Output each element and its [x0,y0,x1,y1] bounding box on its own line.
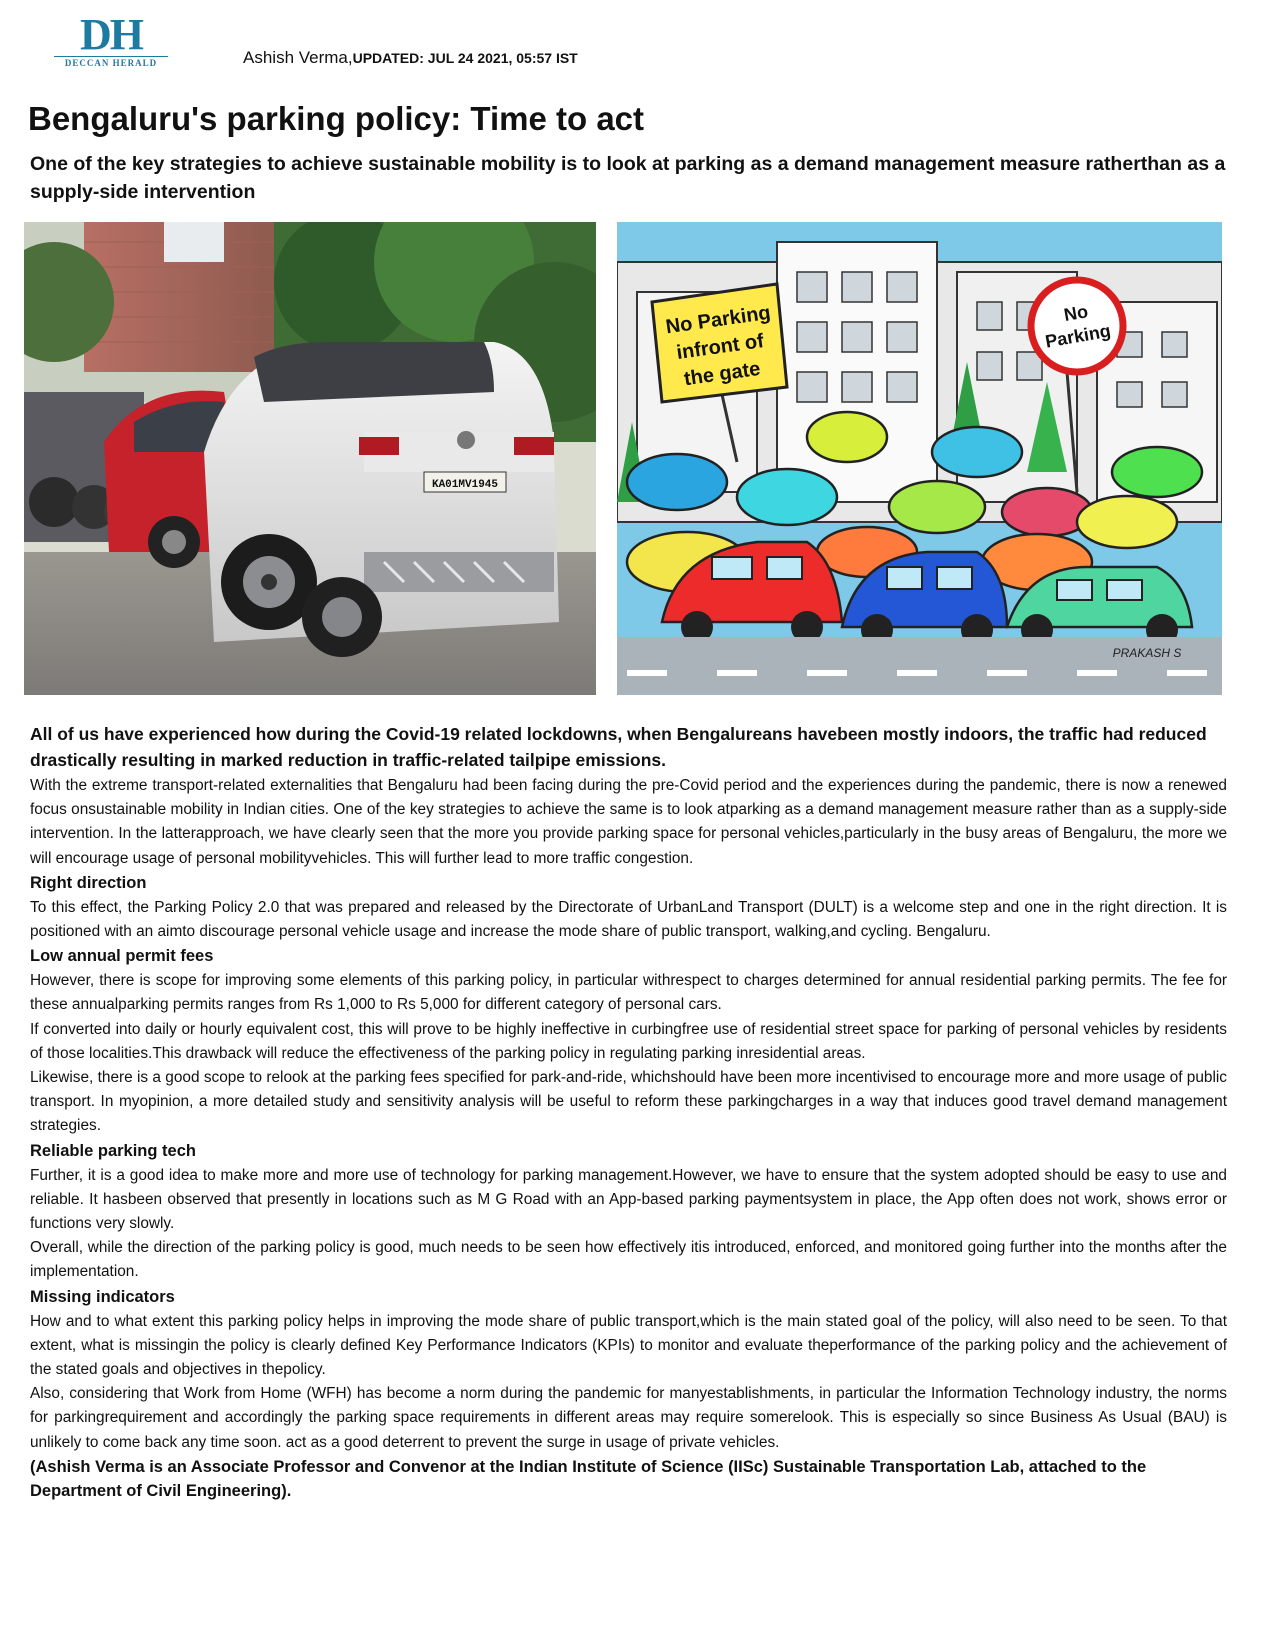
article-body [30,721,1227,1504]
license-plate: KA01MV1945 [431,479,499,491]
paragraph: Further, it is a good idea to make more and more use of technology for parking management.However, we have to ensure that the system adopted should be easy to use and reliable. It hasbeen observed that presently in locations such as M G Road with an App-based parking paymentsystem in place, the App often does not work, shows error or functions very slowly. [30,1166,1227,1233]
section-heading-missing-indicators: Missing indicators [30,1287,175,1306]
intro-paragraph: With the extreme transport-related externalities that Bengaluru had been facing during the pre-Covid period and the experiences during the pandemic, there is now a renewed focus onsustainable mobility in Indian cities. One of the key strategies to achieve the same is to look atparking as a demand management measure rather than as a supply-side intervention. In the latterapproach, we have clearly seen that the more you provide parking space for personal vehicles,particularly in the busy areas of Bengaluru, the more we will encourage usage of personal mobilityvehicles. This will further lead to more traffic congestion. [30,777,1227,867]
paragraph: If converted into daily or hourly equivalent cost, this will prove to be highly ineffective in curbingfree use of residential street space for parking of personal vehicles by residents of those localities.This drawback will reduce the effectiveness of the parking policy in regulating parking inresidential areas. [30,1020,1227,1062]
sign-line-1: No Parking [664,301,772,339]
paragraph: Also, considering that Work from Home (WFH) has become a norm during the pandemic for manyestablishments, in particular the Information Technology industry, the norms for parkingrequirement and accordingly the parking space requirements in different areas may require somerelook. This is especially so since Business As Usual (BAU) is unlikely to come back any time soon. act as a good deterrent to prevent the surge in usage of private vehicles. [30,1385,1227,1451]
deccan-herald-logo [46,10,176,68]
no-parking-sign-line-1: No [1062,301,1090,326]
updated-date: UPDATED: JUL 24 2021, 05:57 IST [352,50,578,66]
section-heading-reliable-parking-tech: Reliable parking tech [30,1141,196,1160]
parking-cartoon [617,222,1222,695]
article-headline: Bengaluru's parking policy: Time to act [28,100,645,137]
parked-cars-illustration [24,222,596,695]
paragraph: To this effect, the Parking Policy 2.0 that was prepared and released by the Directorate of UrbanLand Transport (DULT) is a welcome step and one in the right direction. It is positioned with an aimto discourage personal vehicle usage and increase the mode share of public transport, walking,and cycling. Bengaluru. [30,898,1227,941]
sign-line-3: the gate [682,357,762,391]
parked-cars-photo [24,222,596,695]
article-subheadline: One of the key strategies to achieve sustainable mobility is to look at parking as a demand management measure ratherthan as a supply-side intervention [30,153,1226,203]
logo-name: DECCAN HERALD [54,56,168,68]
paragraph: However, there is scope for improving some elements of this parking policy, in particular withrespect to charges determined for annual residential parking permits. The fee for these annualparking permits ranges from Rs 1,000 to Rs 5,000 for different category of personal cars. [30,972,1227,1014]
lead-paragraph: All of us have experienced how during the Covid-19 related lockdowns, when Bengalureans havebeen mostly indoors, the traffic had reduced drastically resulting in marked reduction in traffic-related tailpipe emissions. [30,724,1207,770]
author-bio: (Ashish Verma is an Associate Professor and Convenor at the Indian Institute of Science (IISc) Sustainable Transportation Lab, attached to the Department of Civil Engineering). [30,1457,1147,1501]
paragraph: How and to what extent this parking policy helps in improving the mode share of public transport,which is the main stated goal of the policy, will also need to be seen. To that extent, what is missingin the policy is clearly defined Key Performance Indicators (KPIs) to monitor and evaluate theperformance of the parking policy and the achievement of the stated goals and objectives in thepolicy. [30,1312,1227,1379]
sign-line-2: infront of [675,330,766,365]
no-parking-sign-line-2: Parking [1043,320,1113,352]
section-heading-right-direction: Right direction [30,873,147,892]
cartoonist-signature: PRAKASH S [1112,646,1182,660]
section-heading-low-annual-permit-fees: Low annual permit fees [30,947,214,966]
logo-mark: DH [80,10,142,59]
cartoon-illustration [617,222,1222,695]
author-name: Ashish Verma, [243,48,353,67]
paragraph: Overall, while the direction of the parking policy is good, much needs to be seen how effectively itis introduced, enforced, and monitored going further into the months after the implementation. [30,1239,1227,1281]
paragraph: Likewise, there is a good scope to relook at the parking fees specified for park-and-ride, whichshould have been more incentivised to encourage more and more usage of public transport. In myopinion, a more detailed study and sensitivity analysis will be useful to reform these parkingcharges in a way that induces good travel demand management strategies. [30,1069,1227,1135]
byline [243,48,578,68]
